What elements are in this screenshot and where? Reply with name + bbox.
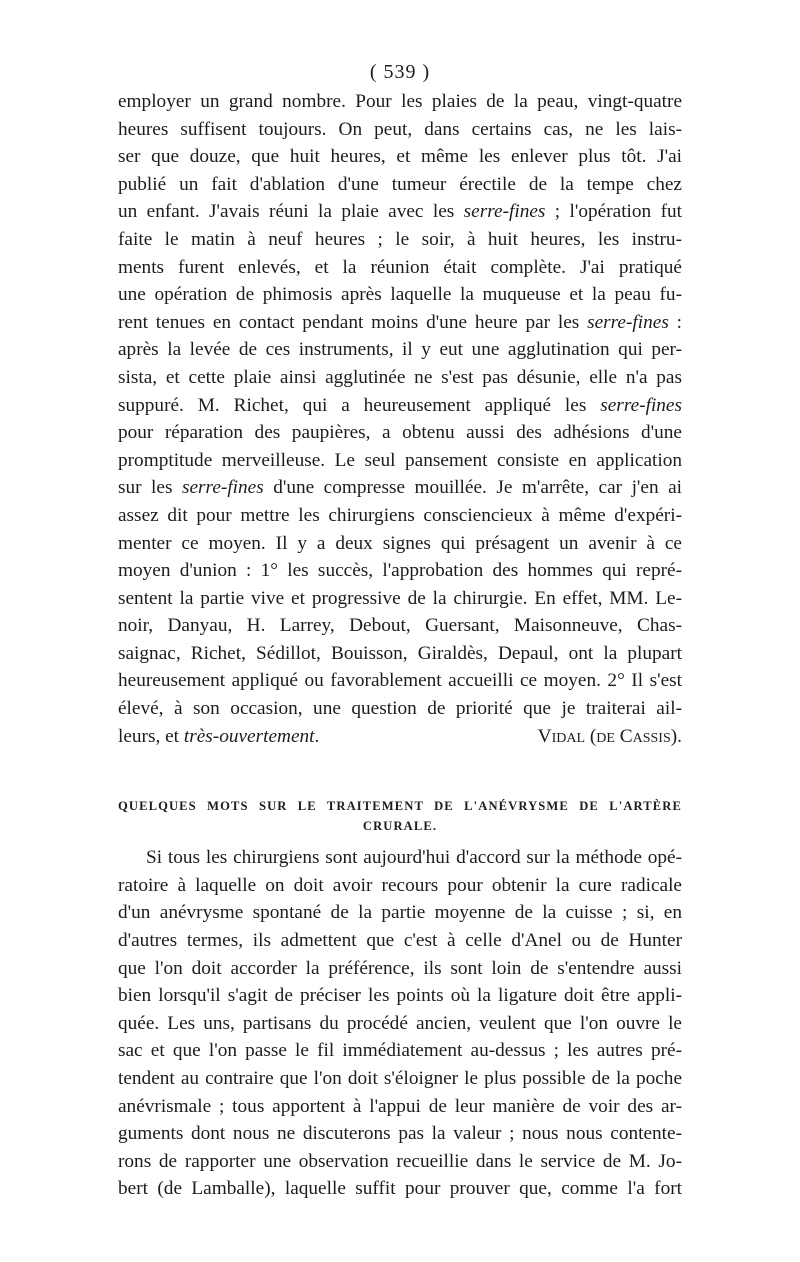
paragraph-1-line: après la levée de ces instruments, il y eut une agglutination qui per-: [118, 339, 682, 361]
paragraph-1-line: sur les serre-fines d'une compresse mouillée. Je m'arrête, car j'en ai: [118, 477, 682, 499]
paragraph-1-line: sista, et cette plaie ainsi agglutinée ne s'est pas désunie, elle n'a pas: [118, 366, 682, 388]
paragraph-2-line: ratoire à laquelle on doit avoir recours pour obtenir la cure radicale: [118, 874, 682, 896]
page-number: ( 539 ): [369, 61, 431, 83]
paragraph-1-line: saignac, Richet, Sédillot, Bouisson, Giraldès, Depaul, ont la plupart: [118, 642, 682, 664]
paragraph-1-line: rent tenues en contact pendant moins d'une heure par les serre-fines :: [118, 311, 682, 333]
section-heading-line-1: QUELQUES MOTS SUR LE TRAITEMENT DE L'ANÉVRYSME DE L'ARTÈRE: [118, 799, 682, 814]
paragraph-2-line: guments dont nous ne discuterons pas la valeur ; nous nous contente-: [118, 1123, 682, 1145]
paragraph-1-line: élevé, à son occasion, une question de priorité que je traiterai ail-: [118, 698, 682, 720]
paragraph-1-line: pour réparation des paupières, a obtenu aussi des adhésions d'une: [118, 422, 682, 444]
section-heading: [118, 796, 682, 836]
paragraph-1-line: ser que douze, que huit heures, et même les enlever plus tôt. J'ai: [118, 146, 682, 168]
paragraph-2: [118, 844, 682, 1203]
paragraph-2-line: Si tous les chirurgiens sont aujourd'hui d'accord sur la méthode opé-: [146, 847, 682, 869]
paragraph-1-line: ments furent enlevés, et la réunion était complète. J'ai pratiqué: [118, 256, 682, 278]
document-page: [118, 58, 682, 1203]
paragraph-1: [118, 88, 682, 723]
paragraph-1-line: une opération de phimosis après laquelle la muqueuse et la peau fu-: [118, 284, 682, 306]
paragraph-1-line: heureusement appliqué ou favorablement accueilli ce moyen. 2° Il s'est: [118, 670, 682, 692]
closing-line: [118, 723, 682, 751]
paragraph-2-line: quée. Les uns, partisans du procédé ancien, veulent que l'on ouvre le: [118, 1012, 682, 1034]
paragraph-2-line: d'autres termes, ils admettent que c'est à celle d'Anel ou de Hunter: [118, 930, 682, 952]
paragraph-2-line: anévrismale ; tous apportent à l'appui de leur manière de voir des ar-: [118, 1095, 682, 1117]
paragraph-1-line: suppuré. M. Richet, qui a heureusement appliqué les serre-fines: [118, 394, 682, 416]
section-heading-line-2: CRURALE.: [362, 819, 438, 834]
paragraph-2-line: d'un anévrysme spontané de la partie moyenne de la cuisse ; si, en: [118, 902, 682, 924]
paragraph-2-line: tendent au contraire que l'on doit s'éloigner le plus possible de la poche: [118, 1068, 682, 1089]
paragraph-1-line: menter ce moyen. Il y a deux signes qui présagent un avenir à ce: [118, 532, 682, 554]
paragraph-1-line: publié un fait d'ablation d'une tumeur érectile de la tempe chez: [118, 173, 682, 195]
paragraph-1-line: employer un grand nombre. Pour les plaies de la peau, vingt-quatre: [118, 91, 682, 112]
paragraph-1-line: noir, Danyau, H. Larrey, Debout, Guersant, Maisonneuve, Chas-: [118, 615, 682, 637]
paragraph-1-line: moyen d'union : 1° les succès, l'approbation des hommes qui repré-: [118, 560, 682, 582]
paragraph-1-line: faite le matin à neuf heures ; le soir, à huit heures, les instru-: [118, 228, 682, 250]
paragraph-2-line: bien lorsqu'il s'agit de préciser les points où la ligature doit être appli-: [118, 985, 682, 1007]
paragraph-2-line: que l'on doit accorder la préférence, ils sont loin de s'entendre aussi: [118, 957, 682, 979]
closing-text: leurs, et très-ouvertement.: [118, 725, 320, 747]
paragraph-2-line: rons de rapporter une observation recueillie dans le service de M. Jo-: [118, 1150, 682, 1172]
paragraph-1-line: sentent la partie vive et progressive de la chirurgie. En effet, MM. Le-: [118, 587, 682, 609]
paragraph-2-line: sac et que l'on passe le fil immédiatement au-dessus ; les autres pré-: [118, 1040, 682, 1062]
paragraph-1-line: heures suffisent toujours. On peut, dans certains cas, ne les lais-: [118, 118, 682, 140]
paragraph-1-line: promptitude merveilleuse. Le seul pansement consiste en application: [118, 449, 682, 471]
paragraph-1-line: un enfant. J'avais réuni la plaie avec les serre-fines ; l'opération fut: [118, 201, 682, 223]
paragraph-1-line: assez dit pour mettre les chirurgiens consciencieux à même d'expéri-: [118, 504, 682, 526]
paragraph-2-line: bert (de Lamballe), laquelle suffit pour prouver que, comme l'a fort: [118, 1178, 682, 1200]
author-signature: Vidal (de Cassis).: [537, 725, 682, 747]
